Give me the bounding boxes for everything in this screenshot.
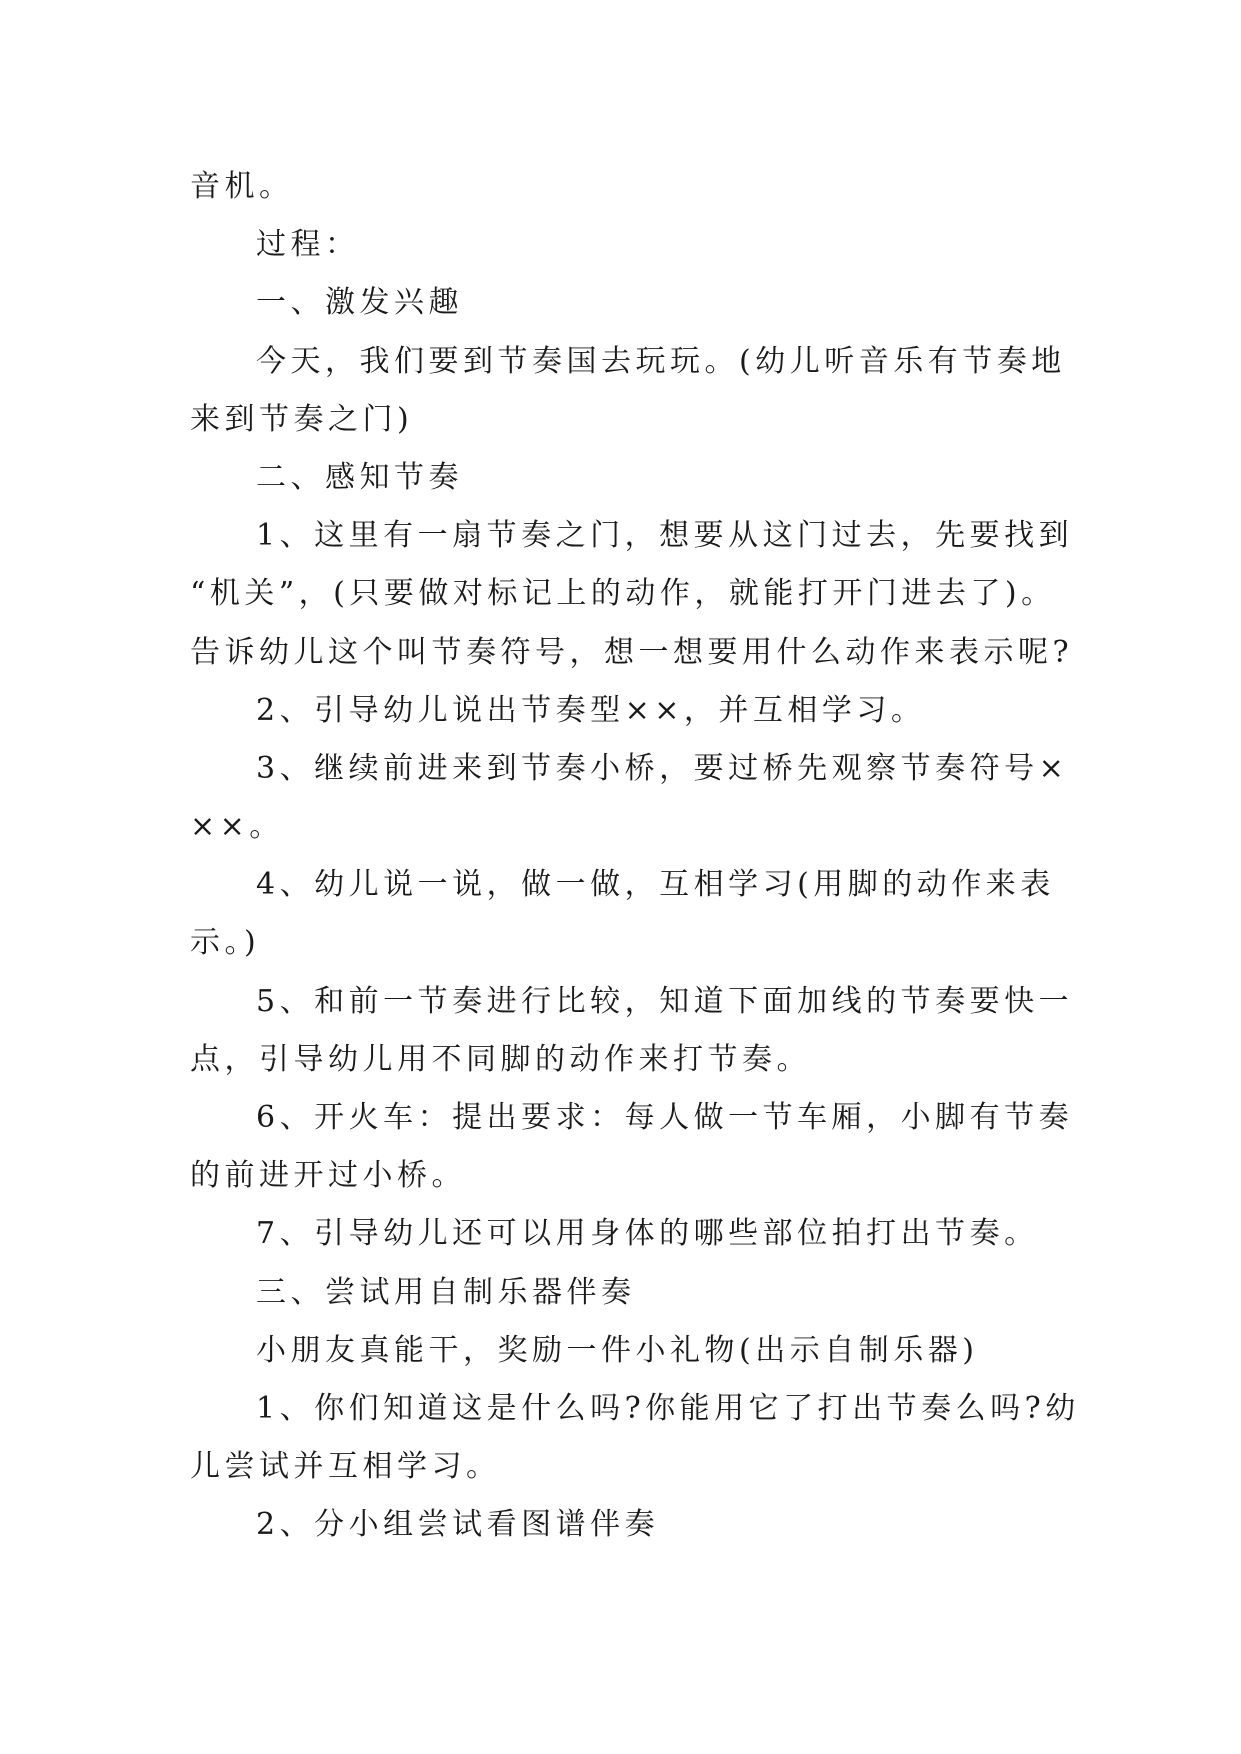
text-line: ××。: [190, 809, 284, 845]
text-line: 告诉幼儿这个叫节奏符号，想一想要用什么动作来表示呢?: [190, 634, 1074, 670]
text-line: 儿尝试并互相学习。: [190, 1449, 501, 1485]
text-line: 今天，我们要到节奏国去玩玩。(幼儿听音乐有节奏地: [256, 343, 1066, 379]
section-heading: 一、激发兴趣: [256, 285, 463, 321]
text-line: 1、你们知道这是什么吗?你能用它了打出节奏么吗?幼: [256, 1390, 1080, 1426]
text-line: 7、引导幼儿还可以用身体的哪些部位拍打出节奏。: [256, 1216, 1039, 1252]
text-line: 1、这里有一扇节奏之门，想要从这门过去，先要找到: [256, 518, 1074, 554]
text-line: 3、继续前进来到节奏小桥，要过桥先观察节奏符号×: [256, 750, 1069, 786]
text-line: 2、分小组尝试看图谱伴奏: [256, 1507, 660, 1543]
text-line: 4、幼儿说一说，做一做，互相学习(用脚的动作来表: [256, 867, 1055, 903]
text-line: 点，引导幼儿用不同脚的动作来打节奏。: [190, 1041, 811, 1077]
section-heading: 二、感知节奏: [256, 459, 463, 495]
text-line: 2、引导幼儿说出节奏型××，并互相学习。: [256, 692, 926, 728]
text-line: 5、和前一节奏进行比较，知道下面加线的节奏要快一: [256, 983, 1074, 1019]
section-heading: 三、尝试用自制乐器伴奏: [256, 1274, 636, 1310]
text-line: 来到节奏之门): [190, 401, 414, 437]
text-line: 6、开火车：提出要求：每人做一节车厢，小脚有节奏: [256, 1100, 1074, 1135]
text-line: 示。): [190, 925, 261, 961]
text-line: 小朋友真能干，奖励一件小礼物(出示自制乐器): [256, 1332, 979, 1368]
document-body: [190, 158, 1080, 1555]
text-line: 过程：: [256, 227, 360, 263]
text-line: 音机。: [190, 169, 294, 204]
text-line: “机关”，(只要做对标记上的动作，就能打开门进去了)。: [190, 576, 1056, 612]
text-line: 的前进开过小桥。: [190, 1158, 466, 1194]
